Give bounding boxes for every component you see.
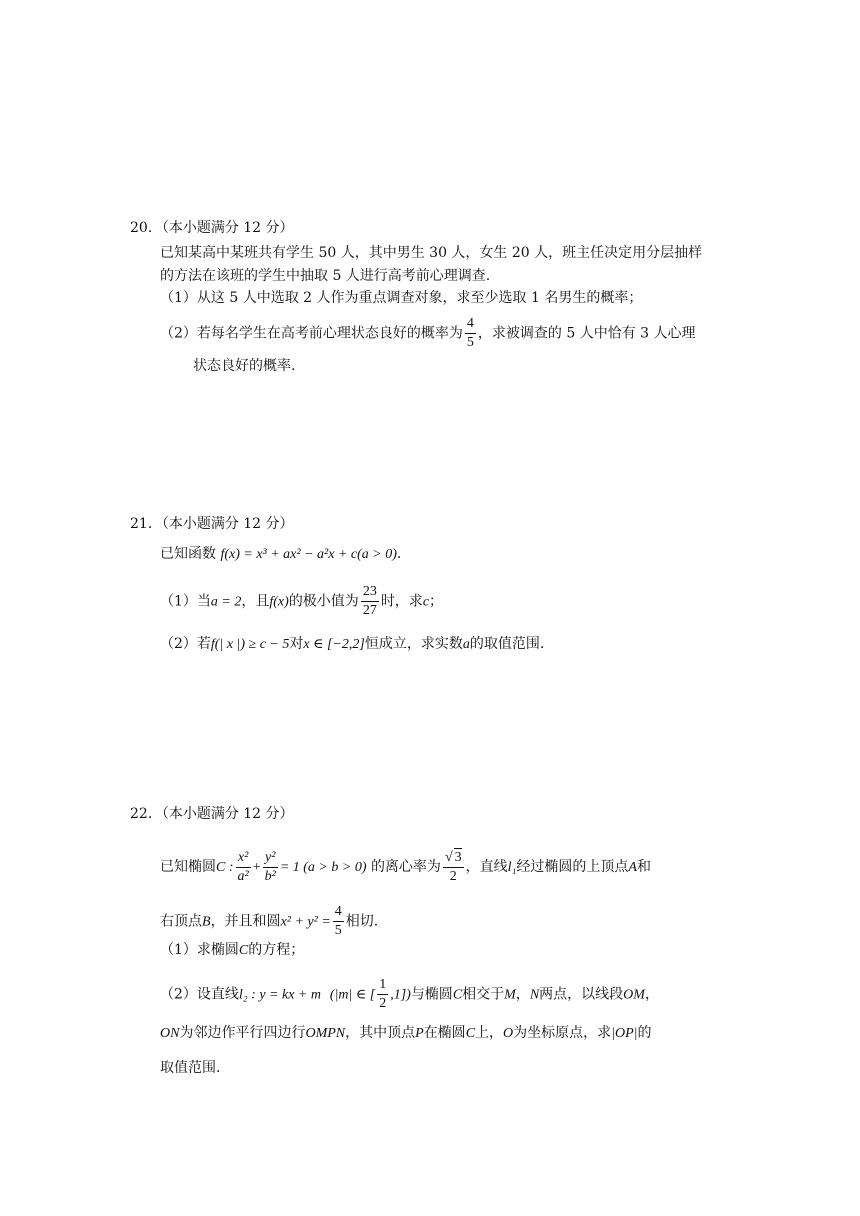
segment-om: OM bbox=[623, 987, 645, 1003]
ellipse-name: C bbox=[452, 987, 463, 1003]
l3-text-b: ，其中顶点 bbox=[345, 1025, 416, 1041]
q2-text-d: 的取值范围. bbox=[469, 636, 545, 652]
problem-21-stem bbox=[160, 544, 401, 565]
point-m: M bbox=[504, 987, 516, 1003]
segment-on: ON bbox=[160, 1026, 180, 1041]
problem-21-header: 21．（本小题满分 12 分） bbox=[130, 516, 294, 532]
q2-text-a: （2）设直线 bbox=[160, 986, 239, 1003]
stem-text-e: 经过椭圆的上顶点 bbox=[516, 859, 629, 875]
problem-20-question-2 bbox=[160, 315, 696, 352]
stem-text-b: 的离心率为 bbox=[370, 859, 441, 875]
plus-sign: + bbox=[252, 860, 261, 875]
problem-22-question-2-line3: 取值范围. bbox=[160, 1060, 221, 1076]
q1-text-e: ； bbox=[429, 593, 444, 610]
l3-text-f: 的 bbox=[637, 1025, 652, 1041]
q1-text-b: ，且 bbox=[241, 593, 270, 610]
problem-22-stem-line1 bbox=[160, 848, 651, 886]
line2-text-a: 右顶点 bbox=[160, 913, 202, 930]
line2-text-b: ，并且和圆 bbox=[210, 913, 281, 930]
fraction-denominator: 5 bbox=[334, 923, 342, 938]
problem-20-question-1: （1）从这 5 人中选取 2 人作为重点调查对象，求至少选取 1 名男生的概率； bbox=[160, 290, 643, 306]
q2-text-a: （2）若 bbox=[160, 636, 211, 652]
fraction-numerator: 23 bbox=[361, 583, 379, 602]
point-n: N bbox=[529, 987, 540, 1003]
q2-text-b: 与椭圆 bbox=[410, 986, 453, 1003]
problem-21-question-1 bbox=[160, 583, 443, 620]
problem-22-stem-line2 bbox=[160, 903, 378, 940]
q2-text-b: ，求被调查的 5 人中恰有 3 人心理 bbox=[477, 325, 696, 342]
q1-text-b: 的方程； bbox=[248, 942, 305, 958]
l3-text-d: 上， bbox=[475, 1025, 504, 1041]
problem-20-header: 20．（本小题满分 12 分） bbox=[130, 220, 294, 236]
q1-expr-fx: f(x) bbox=[269, 594, 289, 610]
stem-period: . bbox=[396, 546, 402, 562]
q2-interval: x ∈ [−2,2] bbox=[303, 637, 365, 652]
fraction-y2-b2 bbox=[263, 849, 278, 886]
fraction-denominator: b² bbox=[264, 868, 276, 884]
fraction-numerator: 4 bbox=[465, 315, 476, 334]
fraction-numerator: 4 bbox=[333, 903, 344, 922]
q1-expr-a: a = 2 bbox=[210, 594, 242, 610]
ellipse-name: C : bbox=[216, 860, 234, 875]
q2-text-c: 相交于 bbox=[462, 986, 505, 1003]
l3-text-a: 为邻边作平行四边行 bbox=[179, 1025, 306, 1041]
ellipse-condition: = 1 (a > b > 0) bbox=[279, 860, 367, 875]
fraction-x2-a2 bbox=[236, 849, 251, 886]
sqrt-radicand: 3 bbox=[454, 850, 462, 865]
l3-text-e: 为坐标原点，求 bbox=[513, 1025, 612, 1041]
line2-text-c: 相切. bbox=[345, 913, 379, 930]
q1-text-a: （1）求椭圆 bbox=[160, 942, 239, 958]
fraction-numerator: √ 3 bbox=[443, 848, 464, 868]
origin-o: O bbox=[503, 1026, 514, 1041]
fraction-numerator: x² bbox=[236, 849, 251, 868]
fraction-23-27 bbox=[361, 583, 379, 620]
q1-text-a: （1）当 bbox=[160, 593, 211, 610]
q2-text-d: ， bbox=[515, 986, 530, 1003]
fraction-numerator: y² bbox=[263, 849, 278, 868]
fraction-denominator: 2 bbox=[379, 996, 387, 1011]
fraction-denominator: 27 bbox=[362, 603, 377, 618]
q2-var-a: a bbox=[462, 637, 470, 652]
fraction-numerator: 1 bbox=[377, 976, 388, 995]
stem-text-a: 已知椭圆 bbox=[160, 859, 216, 875]
fraction-denominator: a² bbox=[237, 868, 249, 884]
point-a: A bbox=[628, 860, 637, 875]
problem-20-question-2-cont: 状态良好的概率. bbox=[193, 358, 296, 374]
fraction-4-5 bbox=[465, 315, 476, 352]
q1-text-d: 时，求 bbox=[380, 593, 423, 610]
fraction-denominator: 5 bbox=[466, 335, 474, 350]
function-definition: f(x) = x³ + ax² − a²x + c(a > 0) bbox=[220, 547, 397, 562]
problem-22-header: 22．（本小题满分 12 分） bbox=[130, 806, 294, 822]
problem-22-question-2-line2 bbox=[160, 1023, 652, 1044]
circle-equation: x² + y² = bbox=[280, 914, 331, 930]
problem-22-question-2 bbox=[160, 976, 659, 1013]
q1-text-c: 的极小值为 bbox=[288, 593, 359, 610]
problem-20-stem-line2: 的方法在该班的学生中抽取 5 人进行高考前心理调查. bbox=[160, 268, 491, 284]
fraction-1-2 bbox=[377, 976, 388, 1013]
ellipse-name: C bbox=[238, 943, 249, 958]
problem-21-question-2 bbox=[160, 634, 544, 655]
q2-text-e: 两点，以线段 bbox=[539, 986, 624, 1003]
ellipse-name: C bbox=[465, 1026, 476, 1041]
q2-text-c: 恒成立，求实数 bbox=[364, 636, 463, 652]
m-range-open: (|m| ∈ [ bbox=[329, 987, 376, 1003]
l3-text-c: 在椭圆 bbox=[423, 1025, 466, 1041]
problem-22-question-1 bbox=[160, 940, 304, 961]
m-range-close: ,1]) bbox=[390, 987, 411, 1003]
q2-text-a: （2）若每名学生在高考前心理状态良好的概率为 bbox=[160, 325, 463, 342]
point-b: B bbox=[202, 914, 211, 930]
q2-inequality: f(| x |) ≥ c − 5 bbox=[210, 637, 290, 652]
fraction-4-5 bbox=[333, 903, 344, 940]
stem-text-f: 和 bbox=[636, 859, 651, 875]
q1-var-c: c bbox=[422, 594, 430, 610]
fraction-sqrt3-2 bbox=[443, 848, 464, 886]
stem-text-d: ，直线 bbox=[465, 859, 508, 875]
point-p: P bbox=[415, 1026, 424, 1041]
problem-20-stem-line1: 已知某高中某班共有学生 50 人，其中男生 30 人，女生 20 人，班主任决定用分层抽样 bbox=[160, 245, 703, 261]
line-l2-equation: l₂ : y = kx + m bbox=[238, 987, 321, 1003]
length-op: |OP| bbox=[611, 1026, 638, 1041]
line-l1: l₁ bbox=[507, 860, 517, 875]
parallelogram-ompn: OMPN bbox=[305, 1026, 346, 1041]
stem-text: 已知函数 bbox=[160, 546, 216, 562]
q2-text-b: 对 bbox=[289, 636, 304, 652]
fraction-denominator: 2 bbox=[449, 869, 457, 884]
q2-text-f: ， bbox=[644, 986, 659, 1003]
